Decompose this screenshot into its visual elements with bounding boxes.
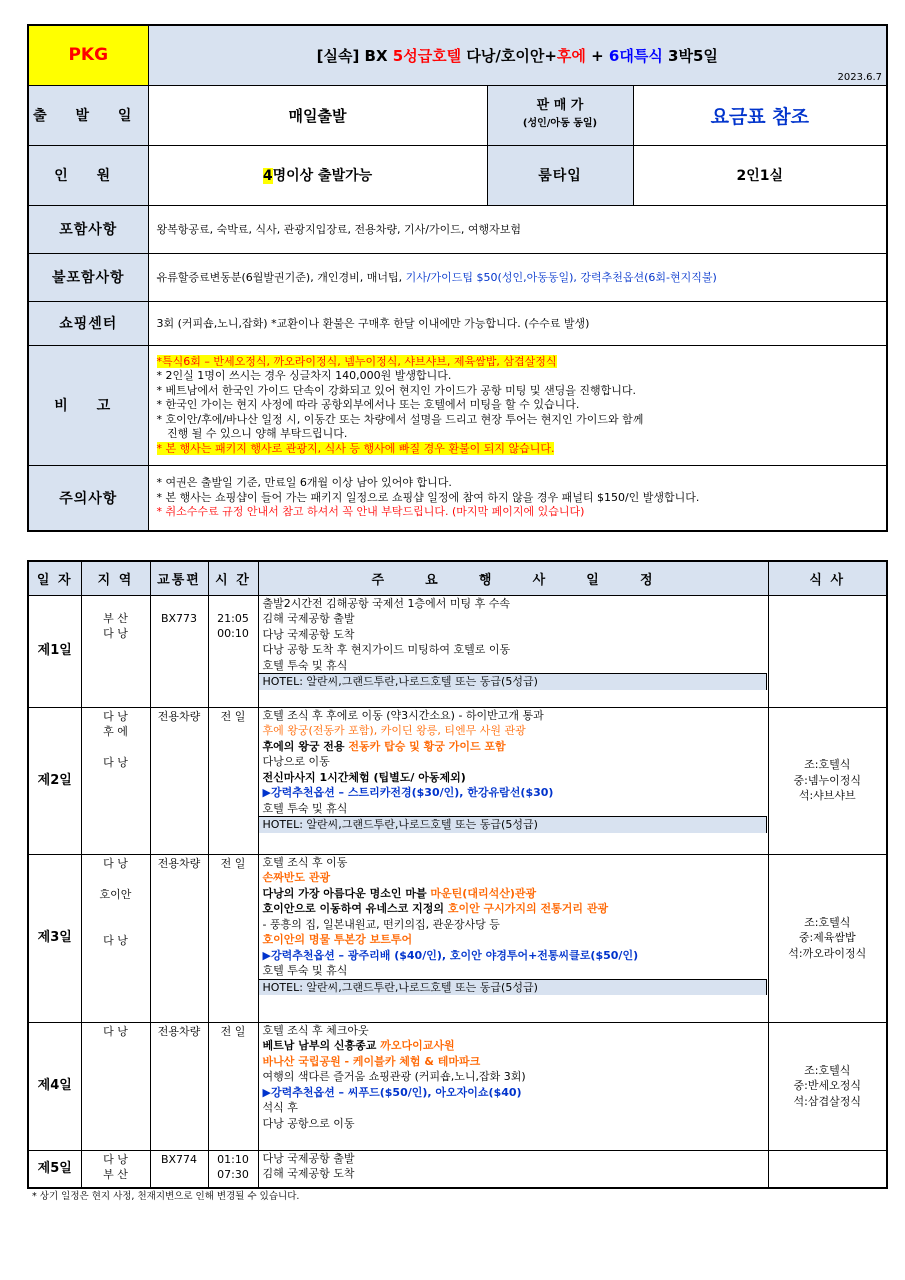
meal: 조:호텔식 [804, 915, 851, 929]
activity: 후에 왕궁(전동카 포함), 카이딘 왕릉, 티엔무 사원 관광 [262, 724, 526, 737]
remarks-label: 비 고 [28, 345, 148, 465]
activity: 호텔 투숙 및 휴식 [262, 658, 348, 672]
activity-highlight: 까오다이교사원 [380, 1039, 455, 1052]
caution-cancel-policy: * 취소수수료 규정 안내서 참고 하셔서 꼭 안내 부탁드립니다. (마지막 페이지에 있습니다) [156, 505, 585, 518]
activity: - 풍흥의 집, 일본내원교, 떤키의집, 관운장사당 등 [262, 917, 500, 931]
price-label-main: 판 매 가 [536, 98, 584, 113]
time: 00:10 [217, 627, 249, 640]
title-prefix: [실속] BX [316, 46, 393, 65]
region: 다 낭 [103, 627, 128, 640]
remarks-refund-warning: * 본 행사는 패키지 행사로 관광지, 식사 등 행사에 빠질 경우 환불이 되지 않습니다. [156, 441, 555, 455]
meals-cell [768, 854, 887, 1022]
remarks-item: * 호이안/후에/바나산 일정 시, 이동간 또는 차량에서 설명을 드리고 현장 투어는 현지인 가이드와 함께 [156, 412, 644, 426]
people-label: 인 원 [28, 145, 148, 205]
activity-highlight: 마운틴(대리석산)관광 [430, 886, 537, 900]
title-destination: 다낭/호이안+ [461, 46, 557, 65]
day-label: 제1일 [28, 595, 81, 707]
meals-cell [768, 707, 887, 854]
header-time: 시 간 [208, 561, 258, 595]
hotel-info: HOTEL: 알란씨,그랜드투란,나로드호텔 또는 동급(5성급) [259, 673, 767, 690]
meals-cell [768, 1150, 887, 1188]
pkg-label: PKG [28, 25, 148, 85]
meal: 석:샤브샤브 [798, 789, 856, 803]
activity: 다낭 국제공항 도착 [262, 627, 355, 641]
hotel-info: HOTEL: 알란씨,그랜드투란,나로드호텔 또는 동급(5성급) [259, 979, 767, 996]
time: 07:30 [217, 1168, 249, 1181]
activities-cell [258, 1022, 768, 1150]
remarks-special-meals: *특식6회 – 반세오정식, 까오라이정식, 넴누이정식, 샤브샤브, 제육쌈밥, 삼겹살정식 [156, 354, 557, 368]
transport: 전용차량 [150, 854, 208, 1022]
package-info-table [27, 24, 888, 532]
room-type-value: 2인1실 [633, 145, 887, 205]
activity: 다낭 공항으로 이동 [262, 1116, 355, 1130]
price-label [487, 85, 633, 145]
region: 다 낭 [103, 1152, 128, 1166]
depart-label: 출 발 일 [28, 85, 148, 145]
time: 전 일 [208, 707, 258, 854]
header-day: 일 자 [28, 561, 81, 595]
title-hotel-grade: 5성급호텔 [392, 46, 462, 65]
room-type-label: 룸타입 [487, 145, 633, 205]
region-cell [81, 1150, 150, 1188]
region-cell [81, 707, 150, 854]
meal: 조:호텔식 [804, 1063, 851, 1077]
exclude-value-main: 유류할증료변동분(6월발권기준), 개인경비, 매너팁, [156, 270, 406, 284]
shopping-value: 3회 (커피숍,노니,잡화) *교환이나 환불은 구매후 한달 이내에만 가능합니다. (수수료 발생) [148, 301, 887, 345]
activity-text: 호이안으로 이동하여 유네스코 지정의 [262, 902, 448, 915]
meal: 중:반세오정식 [793, 1079, 861, 1093]
meal: 석:삼겹살정식 [793, 1094, 861, 1108]
activity-text: 다낭의 가장 아름다운 명소인 마블 [262, 886, 431, 900]
caution-item: * 여권은 출발일 기준, 만료일 6개월 이상 남아 있어야 합니다. [156, 476, 452, 489]
region-cell [81, 854, 150, 1022]
header-activities: 주 요 행 사 일 정 [258, 561, 768, 595]
header-region: 지 역 [81, 561, 150, 595]
activity [259, 901, 768, 917]
table-row [28, 707, 887, 854]
time: 전 일 [208, 1022, 258, 1150]
region-spacer [82, 902, 150, 933]
people-min-number: 4 [262, 168, 273, 184]
day-label: 제3일 [28, 854, 81, 1022]
caution-list [148, 465, 887, 531]
activity: 전신마사지 1시간체험 (팁별도/ 아동제외) [262, 770, 466, 784]
region: 다 낭 [103, 709, 128, 723]
region: 다 낭 [81, 1022, 150, 1150]
activity [259, 739, 768, 755]
time-cell [208, 1150, 258, 1188]
option-recommendation: ▶강력추천옵션 – 광주리배 ($40/인), 호이안 야경투어+전통씨클로($50/인) [262, 948, 639, 962]
activity: 호텔 투숙 및 휴식 [262, 801, 348, 815]
activity-text: 후에의 왕궁 전용 [262, 739, 349, 753]
title-hue: 후에 [556, 46, 586, 65]
region: 다 낭 [103, 856, 128, 870]
transport: BX773 [150, 595, 208, 707]
activities-cell [258, 707, 768, 854]
region-spacer [82, 871, 150, 887]
time: 21:05 [217, 611, 249, 625]
time-cell [208, 595, 258, 707]
remarks-item: * 한국인 가이는 현지 사정에 따라 공항외부에서나 또는 호텔에서 미팅을 할 수 있습니다. [156, 398, 580, 412]
activity: 바나산 국립공원 - 케이블카 체험 & 테마파크 [262, 1054, 481, 1068]
table-row [28, 595, 887, 707]
activity: 여행의 색다른 즐거움 쇼핑관광 (커피숍,노니,잡화 3회) [262, 1070, 526, 1083]
activity: 손짜반도 관광 [262, 871, 331, 884]
include-value: 왕복항공료, 숙박료, 식사, 관광지입장료, 전용차량, 기사/가이드, 여행자보험 [148, 205, 887, 253]
shopping-label: 쇼핑센터 [28, 301, 148, 345]
region: 호이안 [99, 887, 132, 901]
activity: 호텔 조식 후 체크아웃 [262, 1023, 369, 1037]
region: 부 산 [103, 611, 128, 625]
meal: 중:제육쌈밥 [798, 931, 856, 945]
people-min-text: 명이상 출발가능 [272, 168, 373, 184]
option-recommendation: ▶강력추천옵션 – 씨푸드($50/인), 아오자이쇼($40) [262, 1085, 522, 1099]
title-special-meals: 6대특식 [608, 46, 663, 65]
activity: 호텔 투숙 및 휴식 [262, 964, 348, 977]
table-row [28, 1150, 887, 1188]
include-label: 포함사항 [28, 205, 148, 253]
schedule-footnote: * 상기 일정은 현지 사정, 천재지변으로 인해 변경될 수 있습니다. [32, 1191, 300, 1202]
activity: 다낭 국제공항 출발 [262, 1151, 355, 1165]
day-label: 제4일 [28, 1022, 81, 1150]
meal: 조:호텔식 [804, 758, 851, 772]
package-title [148, 25, 887, 85]
exclude-value [148, 253, 887, 301]
document-date: 2023.6.7 [837, 71, 883, 83]
meals-cell [768, 1022, 887, 1150]
region: 후 에 [103, 725, 128, 738]
header-transport: 교통편 [150, 561, 208, 595]
caution-label: 주의사항 [28, 465, 148, 531]
activity: 김해 국제공항 도착 [262, 1167, 355, 1180]
hotel-info: HOTEL: 알란씨,그랜드투란,나로드호텔 또는 동급(5성급) [259, 816, 767, 833]
price-value: 요금표 참조 [633, 85, 887, 145]
time: 전 일 [208, 854, 258, 1022]
region: 부 산 [103, 1168, 128, 1181]
meals-cell [768, 595, 887, 707]
transport: 전용차량 [150, 707, 208, 854]
region: 다 낭 [103, 934, 128, 947]
table-row [28, 854, 887, 1022]
activity [259, 1038, 768, 1054]
meal: 중:넴누이정식 [793, 773, 861, 787]
region: 다 낭 [103, 756, 128, 769]
time: 01:10 [217, 1152, 249, 1166]
activity-text: 베트남 남부의 신흥종교 [262, 1039, 381, 1052]
activities-cell [258, 854, 768, 1022]
caution-item: * 본 행사는 쇼핑샵이 들어 가는 패키지 일정으로 쇼핑샵 일정에 참여 하지 않을 경우 패널티 $150/인 발생합니다. [156, 490, 700, 504]
activities-cell [258, 595, 768, 707]
remarks-item: * 2인실 1명이 쓰시는 경우 싱글차지 140,000원 발생합니다. [156, 369, 452, 383]
day-label: 제2일 [28, 707, 81, 854]
people-value [148, 145, 487, 205]
activity: 다낭 공항 도착 후 현지가이드 미팅하여 호텔로 이동 [262, 643, 511, 656]
remarks-item: * 베트남에서 한국인 가이드 단속이 강화되고 있어 현지인 가이드가 공항 미팅 및 샌딩을 진행합니다. [156, 383, 636, 397]
header-meals: 식 사 [768, 561, 887, 595]
remarks-item: 진행 될 수 있으니 양해 부탁드립니다. [156, 427, 348, 441]
activity-highlight: 호이안 구시가지의 전통거리 관광 [447, 902, 609, 915]
activity-highlight: 전동카 탑승 및 황궁 가이드 포함 [348, 739, 506, 753]
activities-cell [258, 1150, 768, 1188]
remarks-list [148, 345, 887, 465]
depart-value: 매일출발 [148, 85, 487, 145]
meal: 석:까오라이정식 [788, 946, 867, 960]
transport: BX774 [150, 1150, 208, 1188]
title-plus: + [585, 46, 609, 65]
exclude-label: 불포함사항 [28, 253, 148, 301]
activity: 김해 국제공항 출발 [262, 612, 355, 625]
region-spacer [82, 740, 150, 756]
price-label-sub: (성인/아동 동일) [522, 118, 598, 129]
activity: 호텔 조식 후 이동 [262, 855, 348, 869]
day-label: 제5일 [28, 1150, 81, 1188]
activity [259, 886, 768, 902]
activity: 호텔 조식 후 후에로 이동 (약3시간소요) - 하이반고개 통과 [262, 708, 544, 722]
title-duration: 3박5일 [662, 46, 718, 65]
activity: 호이안의 명물 투본강 보트투어 [262, 933, 413, 946]
exclude-value-tips: 기사/가이드팁 $50(성인,아동동일), 강력추천옵션(6회-현지직불) [405, 270, 717, 284]
region-cell [81, 595, 150, 707]
activity: 출발2시간전 김해공항 국제선 1층에서 미팅 후 수속 [262, 596, 510, 610]
itinerary-table [27, 560, 888, 1189]
activity: 다낭으로 이동 [262, 755, 330, 768]
table-row [28, 1022, 887, 1150]
activity: 석식 후 [262, 1101, 298, 1114]
option-recommendation: ▶강력추천옵션 – 스트리카전경($30/인), 한강유람선($30) [262, 786, 554, 799]
transport: 전용차량 [150, 1022, 208, 1150]
